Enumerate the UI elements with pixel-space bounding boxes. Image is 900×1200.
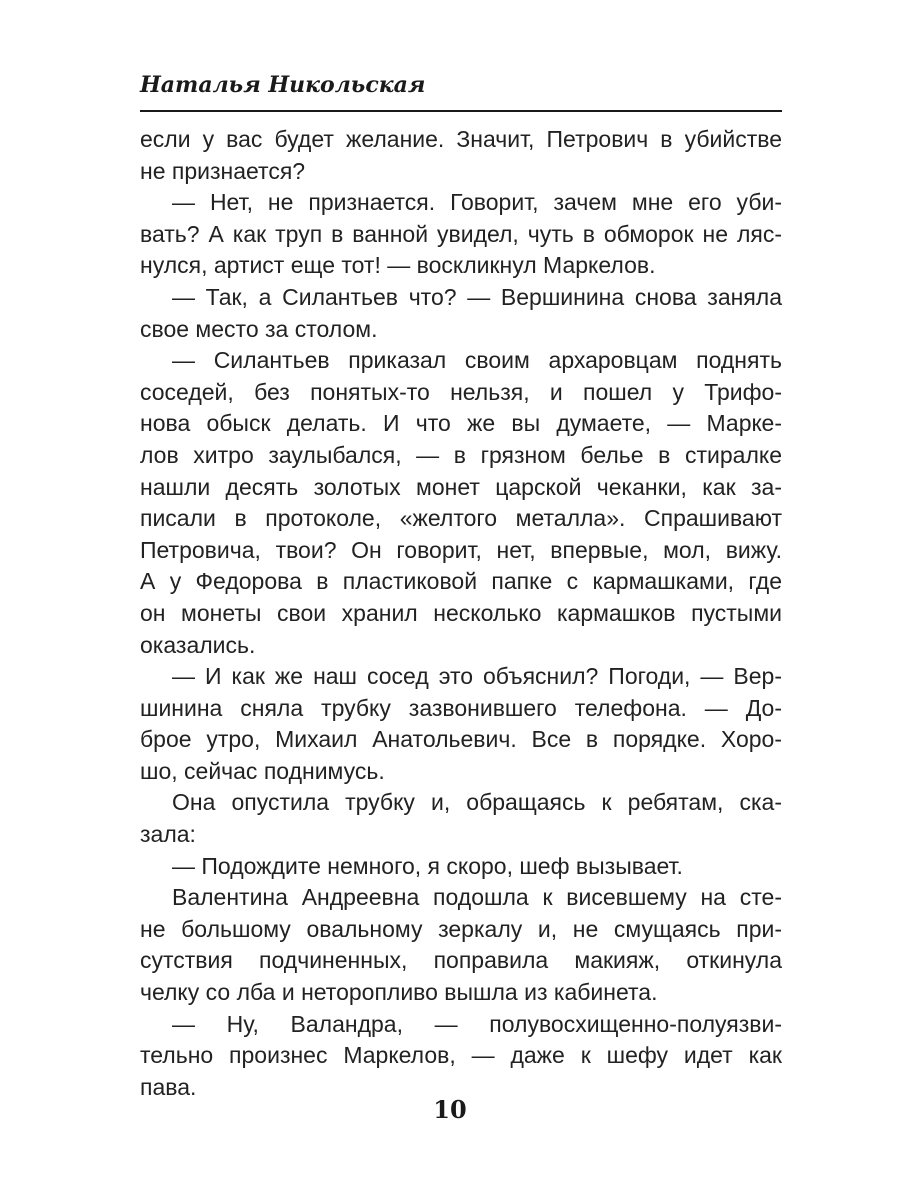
running-head-author: Наталья Никольская xyxy=(140,72,426,98)
text-line: — Подождите немного, я скоро, шеф вызывает. xyxy=(172,852,683,879)
text-line: нова обыск делать. И что же вы думаете, — Маркe- xyxy=(140,410,782,437)
text-line: зала: xyxy=(140,821,196,848)
text-line: свое место за столом. xyxy=(140,315,378,342)
text-line: — Силантьев приказал своим архаровцам поднять xyxy=(172,347,782,374)
text-line: шинина сняла трубку зазвонившего телефона. — До- xyxy=(140,694,782,721)
text-line: если у вас будет желание. Значит, Петрович в убийстве xyxy=(140,126,782,152)
body-text xyxy=(140,124,782,1103)
text-line: А у Федорова в пластиковой папке с кармашками, где xyxy=(140,568,782,595)
text-line: писали в протоколе, «желтого металла». Спрашивают xyxy=(140,505,782,532)
text-line: лов хитро заулыбался, — в грязном белье в стиралке xyxy=(140,441,782,468)
text-line: сутствия подчиненных, поправила макияж, откинула xyxy=(140,947,782,974)
text-line: — И как же наш сосед это объяснил? Погоди, — Вер- xyxy=(172,663,782,690)
text-line: шо, сейчас поднимусь. xyxy=(140,757,385,784)
text-line: Петровича, твои? Он говорит, нет, впервые, мол, вижу. xyxy=(140,536,782,563)
text-line: Она опустила трубку и, обращаясь к ребятам, ска- xyxy=(172,789,782,816)
text-line: тельно произнес Маркелов, — даже к шефу идет как xyxy=(140,1042,782,1069)
text-line: оказались. xyxy=(140,631,256,658)
text-line: соседей, без понятых-то нельзя, и пошел у Трифо- xyxy=(140,378,782,405)
header-rule xyxy=(140,110,782,112)
text-line: не признается? xyxy=(140,157,306,184)
text-line: он монеты свои хранил несколько кармашков пустыми xyxy=(140,599,782,626)
text-line: челку со лба и неторопливо вышла из кабинета. xyxy=(140,979,658,1006)
text-line: нулся, артист еще тот! — воскликнул Маркелов. xyxy=(140,252,656,279)
page-number: 10 xyxy=(433,1095,467,1124)
text-line: вать? А как труп в ванной увидел, чуть в обморок не ляс- xyxy=(140,220,782,247)
text-line: Валентина Андреевна подошла к висевшему на сте- xyxy=(172,884,782,911)
text-line: — Нет, не признается. Говорит, зачем мне его уби- xyxy=(172,189,782,216)
text-line: нашли десять золотых монет царской чеканки, как за- xyxy=(140,473,782,500)
text-line: — Так, а Силантьев что? — Вершинина снова заняла xyxy=(172,283,782,310)
text-line: пава. xyxy=(140,1073,197,1100)
text-line: брое утро, Михаил Анатольевич. Все в порядке. Хоро- xyxy=(140,726,782,753)
text-line: — Ну, Валандра, — полувосхищенно-полуязви- xyxy=(172,1010,782,1037)
text-line: не большому овальному зеркалу и, не смущаясь при- xyxy=(140,915,782,942)
